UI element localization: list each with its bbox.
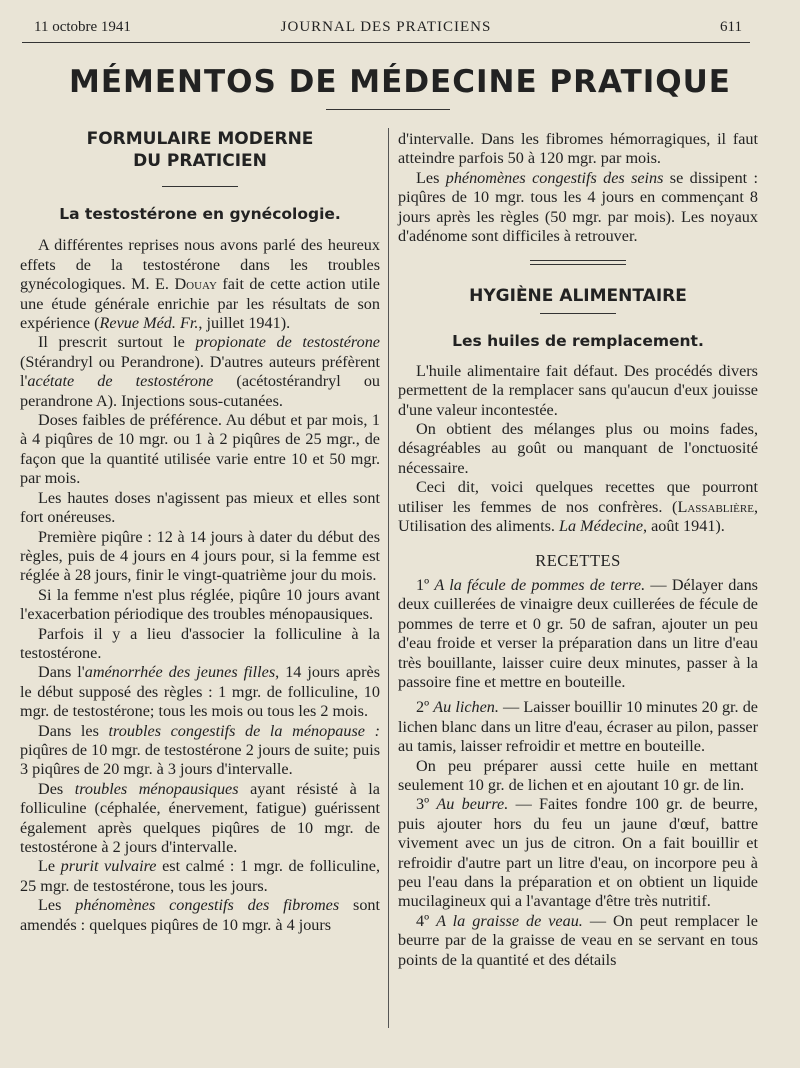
author-name: Douay (174, 275, 217, 294)
source-citation: Revue Méd. Fr. (99, 314, 199, 333)
recipe-item: 1º A la fécule de pommes de terre. — Délayer dans deux cuillerées de vinaigre deux cuillerées de fécule de pommes de terre et 0 gr. 50 de safran, ajouter un peu d'eau froide et verser la préparation dans un litre d'eau très bouillante, laisser cuire deux minutes, passer à la passoire fine et mettre en bouteille. (398, 575, 758, 691)
section-divider (540, 313, 616, 314)
section-double-divider (530, 260, 626, 265)
paragraph: Si la femme n'est plus réglée, piqûre 10 jours avant l'exacerbation périodique des troubles ménopausiques. (20, 585, 380, 624)
paragraph: Doses faibles de préférence. Au début et par mois, 1 à 4 piqûres de 10 mgr. ou 1 à 2 piqûres de 25 mgr., de façon que la quantité utilisée varie entre 10 et 50 mgr. par mois. (20, 411, 380, 488)
section-divider (162, 186, 238, 187)
paragraph: Les phénomènes congestifs des fibromes sont amendés : quelques piqûres de 10 mgr. à 4 jours (20, 896, 381, 934)
title-divider (326, 109, 450, 110)
paragraph: Parfois il y a lieu d'associer la folliculine à la testostérone. (20, 624, 380, 662)
paragraph: L'huile alimentaire fait défaut. Des procédés divers permettent de la remplacer sans qu'aucun d'eux jouisse d'une valeur incontestée. (398, 361, 758, 419)
page-number: 611 (720, 19, 742, 35)
source-citation: La Médecine (558, 517, 644, 536)
issue-date: 11 octobre 1941 (34, 19, 131, 35)
author-name: Lassablière (677, 497, 754, 516)
left-column (20, 128, 380, 935)
recipe-item: 3º Au beurre. — Faites fondre 100 gr. de beurre, puis ajouter hors du feu un jaune d'œuf, battre vivement avec un jus de citron. On a fait bouillir et refroidir d'autre part un litre d'eau, on incorpore peu à peu l'eau dans la préparation et on obtient un liquide mucilagineux qui a l'avantage d'être très nutritif. (398, 795, 758, 911)
paragraph: Les phénomènes congestifs des seins se dissipent : piqûres de 10 mgr. tous les 4 jours en commençant 8 jours après les règles (50 mgr. par mois). Les noyaux d'adénome sont difficiles à retrouver. (398, 168, 759, 246)
paragraph: Des troubles ménopausiques ayant résisté à la folliculine (céphalée, énervement, fatigue) guérissent également après quelques piqûres de 10 mgr. de testostérone à 2 jours d'intervalle. (20, 779, 380, 856)
subsection-title: La testostérone en gynécologie. (59, 205, 341, 223)
paragraph: A différentes reprises nous avons parlé des heureux effets de la testostérone dans les troubles gynécologiques. M. E. Douay fait de cette action utile une étude générale enrichie par les résultats de son expérience (Revue Méd. Fr., juillet 1941). (20, 236, 380, 333)
paragraph: Dans les troubles congestifs de la ménopause : piqûres de 10 mgr. de testostérone 2 jours de suite; puis 3 piqûres de 20 mgr. à 3 jours d'intervalle. (20, 721, 381, 779)
section-title-formulaire (20, 128, 380, 172)
recipe-item: 2º Au lichen. — Laisser bouillir 10 minutes 20 gr. de lichen blanc dans un litre d'eau, écraser au pilon, passer au tamis, laisser refroidir et mettre en bouteille. (398, 698, 758, 756)
paragraph: On peu préparer aussi cette huile en mettant seulement 10 gr. de lichen et en ajoutant 10 gr. de lin. (398, 756, 758, 794)
paragraph: On obtient des mélanges plus ou moins fades, désagréables au goût ou manquant de l'onctuosité nécessaire. (398, 420, 758, 477)
paragraph: Il prescrit surtout le propionate de testostérone (Stérandryl ou Perandrone). D'autres auteurs préfèrent l'acétate de testostérone (acétostérandryl ou perandrone A). Injections sous-cutanées. (20, 333, 381, 410)
journal-name: JOURNAL DES PRATICIENS (280, 19, 492, 35)
page-title: MÉMENTOS DE MÉDECINE PRATIQUE (68, 64, 731, 100)
paragraph: Première piqûre : 12 à 14 jours à dater du début des règles, puis de 4 jours en 4 jours pour, si la femme est réglée à 28 jours, finir le vingt-quatrième jour du mois. (20, 527, 380, 585)
paragraph: Dans l'aménorrhée des jeunes filles, 14 jours après le début supposé des règles : 1 mgr. de folliculine, 10 mgr. de testostérone; tous les mois ou tous les 2 mois. (20, 663, 380, 721)
column-divider (388, 128, 389, 1028)
paragraph: d'intervalle. Dans les fibromes hémorragiques, il faut atteindre parfois 50 à 120 mgr. par mois. (398, 130, 758, 168)
page-header (22, 18, 750, 43)
subsection-title: Les huiles de remplacement. (452, 332, 704, 351)
paragraph: Les hautes doses n'agissent pas mieux et elles sont fort onéreuses. (20, 488, 380, 527)
section-title-hygiene: HYGIÈNE ALIMENTAIRE (469, 286, 687, 307)
paragraph: Ceci dit, voici quelques recettes que pourront utiliser les femmes de nos confrères. (Lassablière, Utilisation des aliments. La Médecine, août 1941). (398, 478, 758, 536)
recipes-heading: RECETTES (535, 550, 621, 570)
section-title-line-1: FORMULAIRE MODERNE (86, 129, 314, 149)
paragraph: Le prurit vulvaire est calmé : 1 mgr. de folliculine, 25 mgr. de testostérone, tous les jours. (20, 857, 380, 895)
section-title-line-2: DU PRATICIEN (133, 151, 267, 171)
right-column (398, 130, 758, 970)
recipe-item: 4º A la graisse de veau. — On peut remplacer le beurre par de la graisse de veau en se servant en tous points de la quantité et des détails (398, 911, 758, 969)
